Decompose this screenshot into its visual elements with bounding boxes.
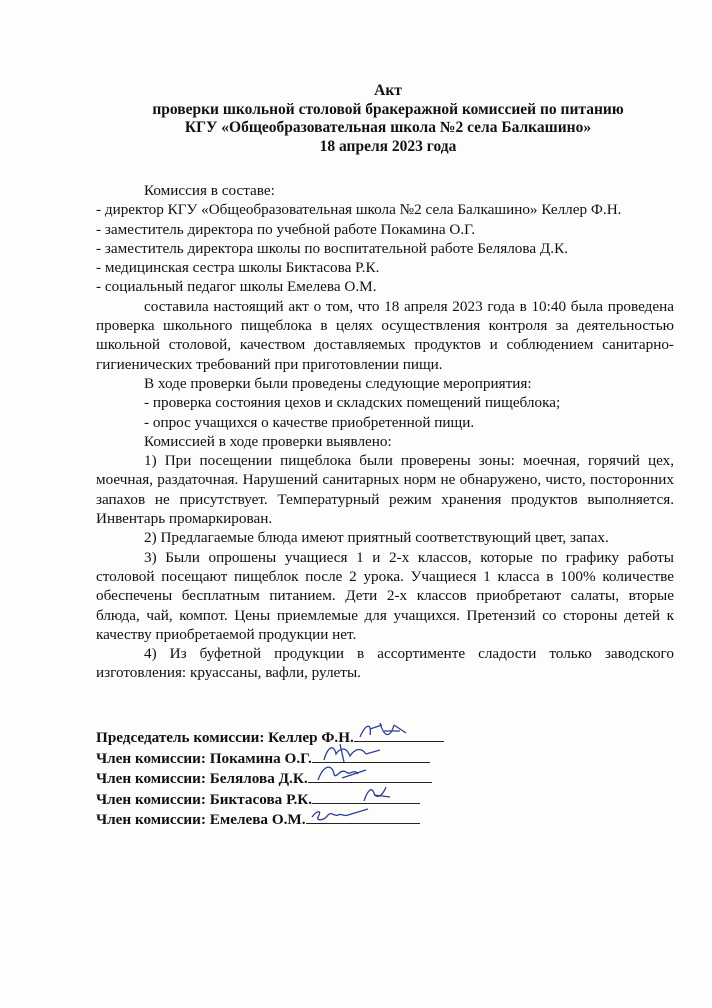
signature-label: Член комиссии: Покамина О.Г. — [96, 749, 312, 767]
member-social-pedagogue: - социальный педагог школы Емелева О.М. — [96, 278, 377, 296]
finding-item: 3) Были опрошены учащиеся 1 и 2-х классов, которые по графику работы столовой посещают пищеблок после 2 урока. Учащиеся 1 класса в 100% количестве обеспечены бесплатным питанием. Дети 2-х классов приобретают салаты, вторые блюда, чай, компот. Цены приемлемые для учащихся. Претензий со стороны детей к качеству приобретаемой продукции нет. — [96, 548, 674, 643]
member-deputy-academic: - заместитель директора по учебной работе Покамина О.Г. — [96, 220, 476, 238]
finding-item: 4) Из буфетной продукции в ассортименте сладости только заводского изготовления: круассаны, вафли, рулеты. — [96, 645, 674, 682]
document-title — [60, 82, 712, 156]
commission-intro: Комиссия в составе: — [144, 182, 275, 199]
activities-intro: В ходе проверки были проведены следующие мероприятия: — [144, 374, 532, 392]
signature-row — [96, 748, 496, 769]
signature-label: Член комиссии: Белялова Д.К. — [96, 770, 308, 787]
signature-row — [96, 789, 496, 810]
activity-item: - проверка состояния цехов и складских помещений пищеблока; — [144, 394, 561, 412]
activity-item: - опрос учащихся о качестве приобретенной пищи. — [144, 413, 475, 431]
member-nurse: - медицинская сестра школы Биктасова Р.К. — [96, 259, 380, 277]
act-paragraph: составила настоящий акт о том, что 18 апреля 2023 года в 10:40 была проведена проверка школьного пищеблока в целях осуществления контроля за деятельностью школьной столовой, качеством доставляемых продуктов и соблюдением санитарно-гигиенических требований при приготовлении пищи. — [96, 297, 674, 373]
signature-line — [306, 809, 420, 824]
member-director: - директор КГУ «Общеобразовательная школа №2 села Балкашино» Келлер Ф.Н. — [96, 201, 622, 219]
signature-label: Член комиссии: Емелева О.М. — [96, 811, 306, 828]
findings-intro: Комиссией в ходе проверки выявлено: — [144, 432, 392, 450]
document-body — [96, 181, 674, 683]
title-line-act: Акт — [374, 82, 402, 99]
signature-row — [96, 809, 496, 830]
signature-label: Председатель комиссии: Келлер Ф.Н. — [96, 729, 354, 746]
signature-block — [96, 727, 496, 830]
finding-item: 2) Предлагаемые блюда имеют приятный соответствующий цвет, запах. — [144, 529, 609, 547]
member-deputy-upbringing: - заместитель директора школы по воспитательной работе Белялова Д.К. — [96, 239, 568, 257]
finding-item: 1) При посещении пищеблока были проверены зоны: моечная, горячий цех, моечная, раздаточная. Нарушений санитарных норм не обнаружено, чисто, посторонних запахов не присутствует. Температурный режим хранения продуктов выполняется. Инвентарь промаркирован. — [96, 452, 674, 528]
signature-row — [96, 727, 496, 748]
title-line-subject: проверки школьной столовой бракеражной комиссией по питанию — [152, 100, 624, 118]
title-line-school: КГУ «Общеобразовательная школа №2 села Балкашино» — [184, 119, 592, 136]
signature-row — [96, 768, 496, 789]
signature-label: Член комиссии: Биктасова Р.К. — [96, 790, 313, 808]
handwritten-signature — [308, 801, 378, 827]
title-line-date: 18 апреля 2023 года — [319, 137, 457, 155]
